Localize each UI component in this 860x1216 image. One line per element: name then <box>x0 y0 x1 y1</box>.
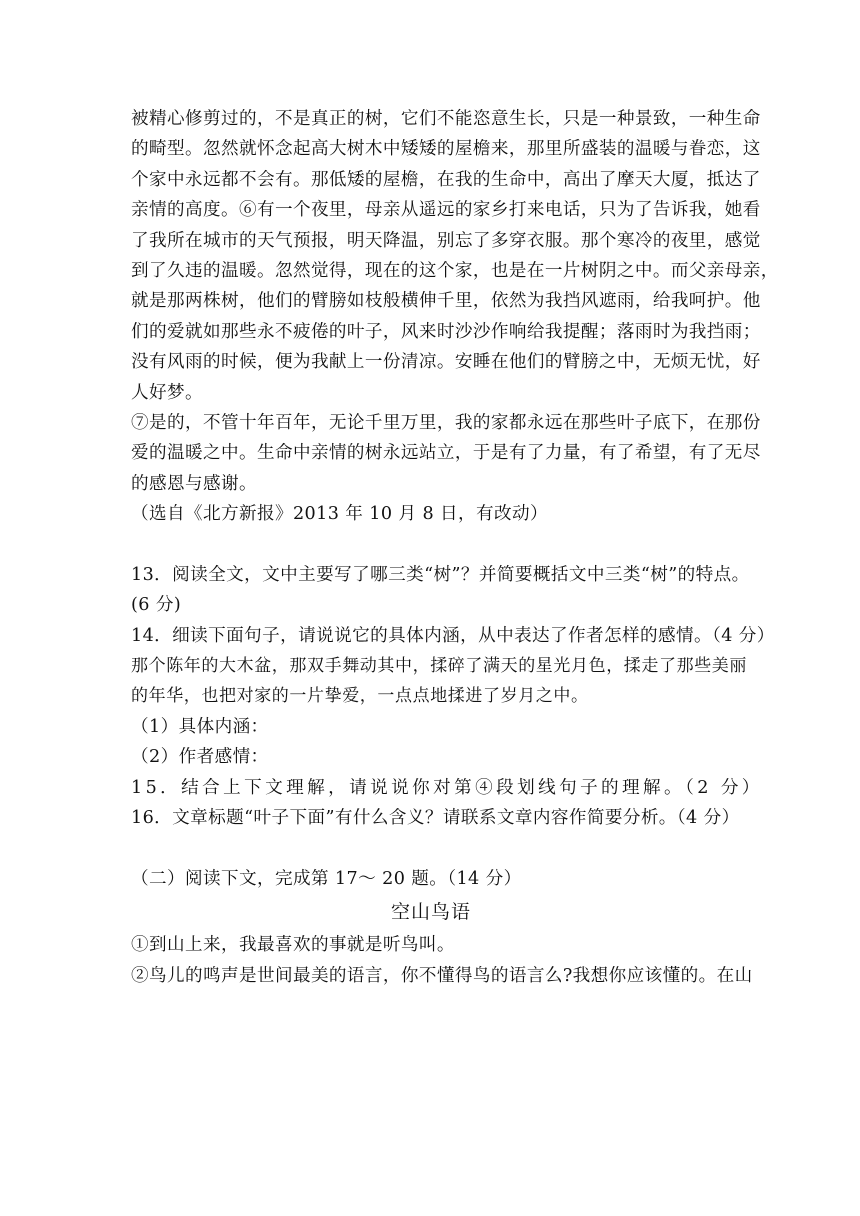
passage-line: 了我所在城市的天气预报，明天降温，别忘了多穿衣服。那个寒冷的夜里，感觉 <box>131 230 761 251</box>
passage-line: 人好梦。 <box>131 382 203 403</box>
passage-line: 们的爱就如那些永不疲倦的叶子，风来时沙沙作响给我提醒；落雨时为我挡雨； <box>131 321 761 342</box>
spacer <box>131 833 731 863</box>
paragraph-1: ①到山上来，我最喜欢的事就是听鸟叫。 <box>131 935 455 956</box>
passage-line: 就是那两株树，他们的臂膀如枝般横伸千里，依然为我挡风遮雨，给我呵护。他 <box>131 291 761 312</box>
article-title: 空山鸟语 <box>390 901 471 924</box>
spacer <box>131 529 731 559</box>
passage-line: 爱的温暖之中。生命中亲情的树永远站立，于是有了力量，有了希望，有了无尽 <box>131 443 761 464</box>
question-15: 15．结合上下文理解，请说说你对第④段划线句子的理解。（2 分） <box>131 777 763 798</box>
question-14-subquestion-2: （2）作者感情： <box>131 747 269 768</box>
passage-line: 没有风雨的时候，便为我献上一份清凉。安睡在他们的臂膀之中，无烦无忧，好 <box>131 352 761 373</box>
section-two <box>131 864 753 991</box>
passage-line: 被精心修剪过的，不是真正的树，它们不能恣意生长，只是一种景致，一种生命 <box>131 109 761 129</box>
passage-line: 的畸型。忽然就怀念起高大树木中矮矮的屋檐来，那里所盛装的温暖与眷恋，这 <box>131 139 761 160</box>
passage-line: 亲情的高度。⑥有一个夜里，母亲从遥远的家乡打来电话，只为了告诉我，她看 <box>131 200 761 221</box>
passage-line: 的感恩与感谢。 <box>131 473 257 494</box>
passage-one <box>131 104 779 529</box>
document-page <box>131 104 779 991</box>
question-16: 16．文章标题“叶子下面”有什么含义？请联系文章内容作简要分析。（4 分） <box>131 807 740 828</box>
passage-line: ⑦是的，不管十年百年，无论千里万里，我的家都永远在那些叶子底下，在那份 <box>131 412 761 433</box>
questions-block <box>131 560 775 834</box>
section-two-heading: （二）阅读下文，完成第 17～ 20 题。（14 分） <box>131 868 522 889</box>
passage-line: 到了久违的温暖。忽然觉得，现在的这个家，也是在一片树阴之中。而父亲母亲， <box>131 260 779 281</box>
question-14-quote: 那个陈年的大木盆，那双手舞动其中，揉碎了满天的星光月色，揉走了那些美丽 <box>131 656 747 677</box>
question-14-subquestion-1: （1）具体内涵： <box>131 716 269 737</box>
passage-line: 个家中永远都不会有。那低矮的屋檐，在我的生命中，高出了摩天大厦，抵达了 <box>131 169 761 190</box>
question-14-quote: 的年华，也把对家的一片挚爱，一点点地揉进了岁月之中。 <box>131 686 589 707</box>
source-citation: （选自《北方新报》2013 年 10 月 8 日，有改动） <box>131 504 549 525</box>
question-13: 13．阅读全文，文中主要写了哪三类“树”？并简要概括文中三类“树”的特点。 <box>131 564 750 585</box>
question-13-score: (6 分) <box>131 595 182 616</box>
paragraph-2: ②鸟儿的鸣声是世间最美的语言，你不懂得鸟的语言么?我想你应该懂的。在山 <box>131 965 753 986</box>
question-14: 14．细读下面句子，请说说它的具体内涵，从中表达了作者怎样的感情。（4 分） <box>131 625 775 646</box>
